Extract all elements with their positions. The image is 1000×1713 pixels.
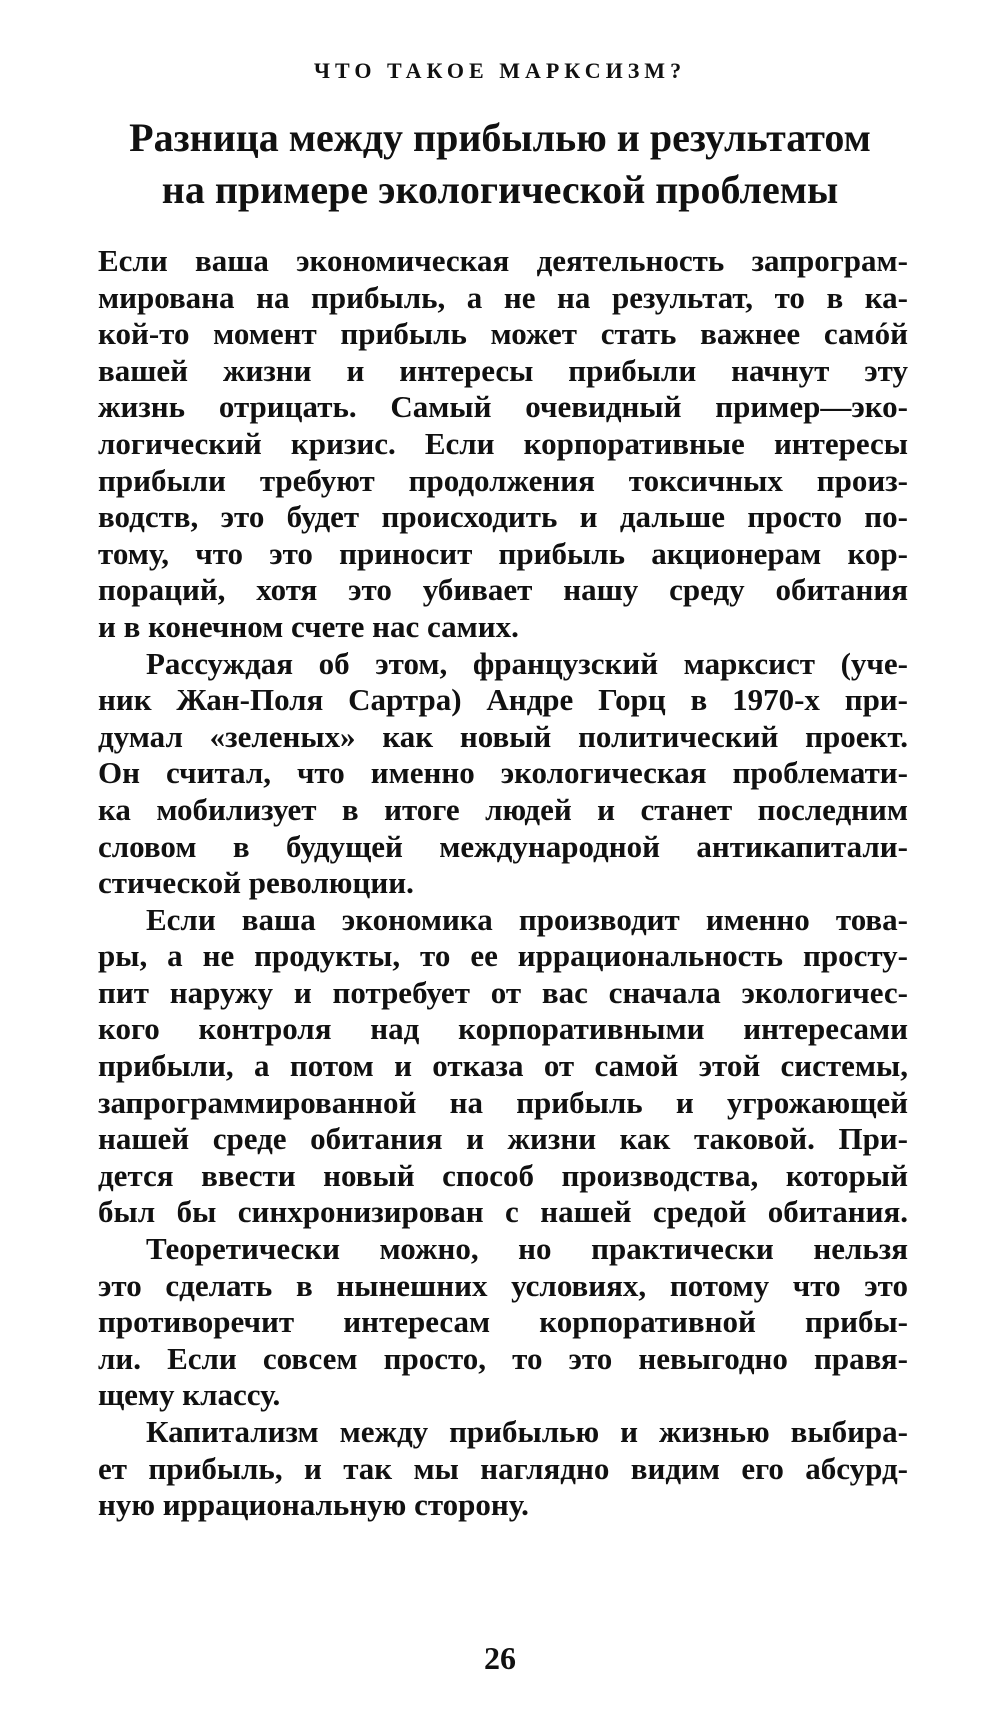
text-line: Капитализм между прибылью и жизнью выбира- [146, 1414, 908, 1449]
text-line: ник Жан-Поля Сартра) Андре Горц в 1970-х при- [98, 682, 908, 718]
text-line: кой-то момент прибыль может стать важнее самóй [98, 316, 908, 352]
running-head: ЧТО ТАКОЕ МАРКСИЗМ? [313, 58, 687, 83]
text-line: противоречит интересам корпоративной прибы- [98, 1304, 908, 1340]
text-line: стической революции. [98, 865, 414, 901]
text-line: пит наружу и потребует от вас сначала экологичес- [98, 974, 908, 1010]
body-text [98, 243, 908, 1524]
text-line: думал «зеленых» как новый политический проект. [98, 718, 908, 754]
section-title-line: на примере экологической проблемы [161, 167, 839, 212]
text-line: щему классу. [98, 1377, 281, 1413]
text-line: словом в будущей международной антикапитали- [98, 828, 908, 864]
text-line: ли. Если совсем просто, то это невыгодно правя- [98, 1340, 908, 1376]
text-line: запрограммированной на прибыль и угрожающей [98, 1084, 908, 1120]
text-line: дется ввести новый способ производства, который [98, 1157, 908, 1193]
paragraph-3 [98, 902, 908, 1231]
section-title-line: Разница между прибылью и результатом [129, 115, 871, 160]
text-line: водств, это будет происходить и дальше просто по- [98, 499, 908, 535]
text-line: Теоретически можно, но практически нельзя [146, 1231, 908, 1267]
paragraph-4 [98, 1231, 908, 1414]
text-line: Если ваша экономика производит именно това- [146, 901, 908, 937]
text-line: логический кризис. Если корпоративные интересы [98, 425, 908, 461]
text-line: кого контроля над корпоративными интересами [98, 1011, 908, 1047]
text-line: ную иррациональную сторону. [98, 1487, 529, 1523]
text-line: Он считал, что именно экологическая проблемати- [98, 755, 908, 791]
text-line: прибыли, а потом и отказа от самой этой системы, [98, 1048, 908, 1084]
text-line: ры, а не продукты, то ее иррациональность просту- [98, 938, 908, 974]
page-number: 26 [484, 1640, 516, 1676]
text-line: ет прибыль, и так мы наглядно видим его абсурд- [98, 1450, 908, 1486]
text-line: мирована на прибыль, а не на результат, то в ка- [98, 279, 908, 315]
text-line: тому, что это приносит прибыль акционерам кор- [98, 535, 908, 571]
text-line: жизнь отрицать. Самый очевидный пример—эко- [98, 389, 908, 425]
paragraph-2 [98, 646, 908, 902]
text-line: это сделать в нынешних условиях, потому что это [98, 1267, 908, 1303]
paragraph-5 [98, 1414, 908, 1524]
section-title [100, 112, 900, 216]
text-line: пораций, хотя это убивает нашу среду обитания [98, 572, 908, 608]
text-line: был бы синхронизирован с нашей средой обитания. [98, 1194, 908, 1230]
text-line: вашей жизни и интересы прибыли начнут эту [98, 352, 908, 388]
text-line: прибыли требуют продолжения токсичных произ- [98, 462, 908, 498]
text-line: и в конечном счете нас самих. [98, 608, 519, 644]
text-line: ка мобилизует в итоге людей и станет последним [98, 791, 908, 827]
text-line: Если ваша экономическая деятельность запрограм- [98, 243, 908, 278]
text-line: Рассуждая об этом, французский марксист (уче- [146, 645, 908, 681]
text-line: нашей среде обитания и жизни как таковой. При- [98, 1121, 908, 1157]
paragraph-1 [98, 243, 908, 646]
